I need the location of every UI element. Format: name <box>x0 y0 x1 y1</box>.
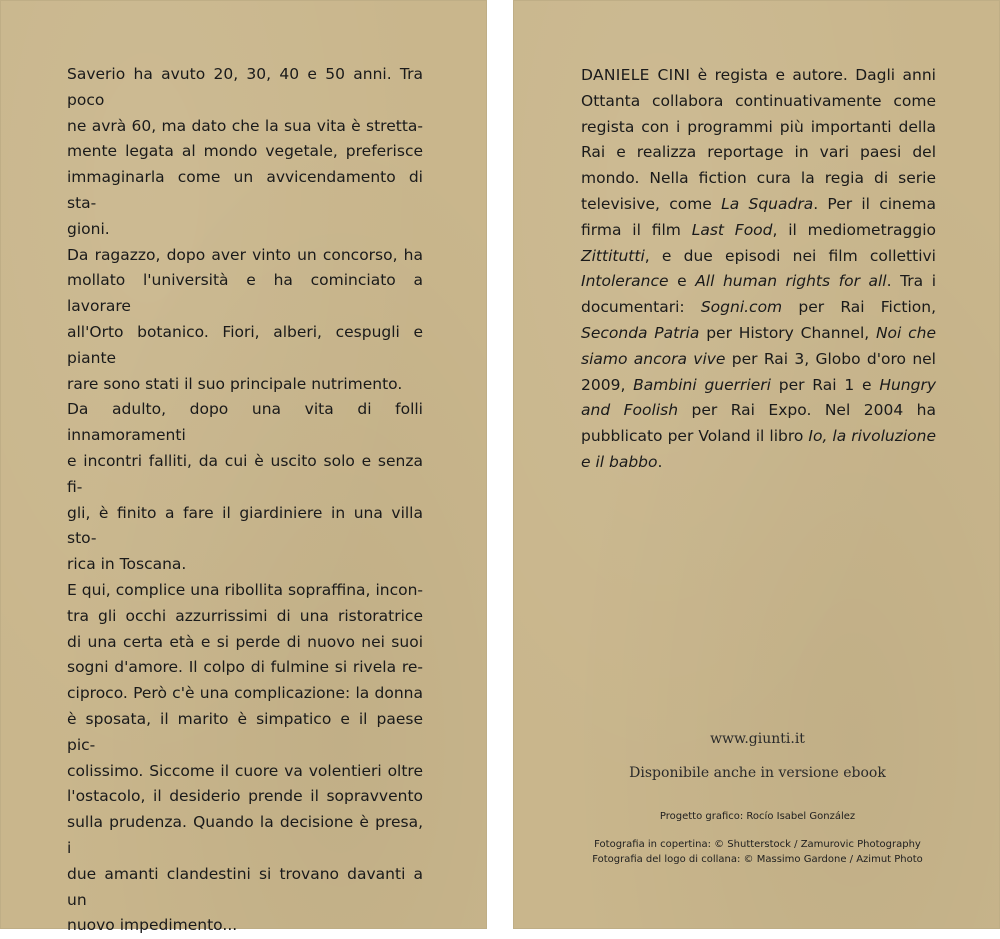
synopsis-line: Saverio ha avuto 20, 30, 40 e 50 anni. Tra poco <box>67 65 423 109</box>
bio-text: e <box>668 272 696 291</box>
ebook-note: Disponibile anche in versione ebook <box>629 765 886 781</box>
bio-text: , e due episodi nei film collettivi <box>644 246 936 265</box>
bio-title: Seconda Patria <box>581 323 700 342</box>
synopsis-line: colissimo. Siccome il cuore va volentieri oltre <box>67 761 423 780</box>
bio-text: è regista e autore. Dagli anni Ottanta collabora continuativamente come regista con i programmi più importanti della Rai e realizza reportage in vari paesi del mondo. Nella fiction cura la regia di serie televisive, come <box>581 66 936 213</box>
author-name: DANIELE CINI <box>581 66 691 84</box>
synopsis-line: gioni. <box>67 219 110 238</box>
bio-title: Io, la rivoluzione e il babbo <box>581 427 936 471</box>
bio-text: . Tra i documentari: <box>581 272 936 317</box>
bio-title: Zittitutti <box>581 246 645 265</box>
synopsis-line: ne avrà 60, ma dato che la sua vita è stretta- <box>67 116 423 135</box>
bio-title: Sogni.com <box>700 298 783 317</box>
synopsis-line: immaginarla come un avvicendamento di sta- <box>67 168 423 212</box>
design-credit: Progetto grafico: Rocío Isabel González <box>659 811 856 822</box>
logo-photo-credit: Fotografia del logo di collana: © Massimo Gardone / Azimut Photo <box>592 854 923 865</box>
bio-text: per Rai 3, Globo d'oro nel 2009, <box>581 349 936 394</box>
synopsis-line: l'ostacolo, il desiderio prende il sopravvento <box>67 787 423 806</box>
back-flap-panel <box>0 0 487 935</box>
synopsis-line: ciproco. Però c'è una complicazione: la donna <box>67 684 423 703</box>
synopsis-line: è sposata, il marito è simpatico e il paese pic- <box>67 709 423 754</box>
bio-title: Intolerance <box>581 272 669 291</box>
synopsis-line: mollato l'università e ha cominciato a lavorare <box>67 271 423 316</box>
bio-text: per Rai 1 e <box>770 375 880 394</box>
synopsis-line: mente legata al mondo vegetale, preferisce <box>67 142 423 161</box>
synopsis-line: due amanti clandestini si trovano davanti a un <box>67 864 423 909</box>
publisher-website: www.giunti.it <box>710 731 805 747</box>
bio-text: . Per il cinema firma il film <box>581 194 937 239</box>
synopsis-line: E qui, complice una ribollita sopraffina, incon- <box>67 580 423 599</box>
synopsis-text <box>67 62 423 939</box>
synopsis-line: Da adulto, dopo una vita di folli innamoramenti <box>67 400 423 445</box>
author-bio <box>581 63 936 476</box>
bio-title: Last Food <box>691 220 773 239</box>
front-flap-panel <box>513 0 1000 929</box>
bio-text: . <box>657 452 663 471</box>
synopsis-line: di una certa età e si perde di nuovo nei suoi <box>67 632 423 651</box>
synopsis-line: sogni d'amore. Il colpo di fulmine si rivela re- <box>67 658 423 677</box>
bio-text: per Rai Fiction, <box>782 298 937 317</box>
bio-text: per History Channel, <box>699 323 876 342</box>
synopsis-line: all'Orto botanico. Fiori, alberi, cespugli e piante <box>67 322 423 367</box>
bio-title: Noi che siamo ancora vive <box>581 323 936 368</box>
bio-text: , il mediometraggio <box>772 220 936 239</box>
bio-title: All human rights for all <box>695 272 887 291</box>
synopsis-line: gli, è finito a fare il giardiniere in una villa sto- <box>67 503 423 548</box>
bio-title: Bambini guerrieri <box>633 375 771 394</box>
bio-text: per Rai Expo. Nel 2004 ha pubblicato per Voland il libro <box>581 401 936 446</box>
bio-title: La Squadra <box>721 194 814 213</box>
synopsis-line: e incontri falliti, da cui è uscito solo e senza fi- <box>67 451 423 496</box>
synopsis-line: sulla prudenza. Quando la decisione è presa, i <box>67 813 423 857</box>
cover-photo-credit: Fotografia in copertina: © Shutterstock / Zamurovic Photography <box>594 839 921 850</box>
synopsis-line: rica in Toscana. <box>67 555 187 574</box>
synopsis-line: Da ragazzo, dopo aver vinto un concorso, ha <box>67 245 423 264</box>
bio-title: Hungry and Foolish <box>581 375 936 420</box>
synopsis-line: tra gli occhi azzurrissimi di una ristoratrice <box>67 606 423 625</box>
synopsis-line: nuovo impedimento... <box>67 916 238 935</box>
synopsis-line: rare sono stati il suo principale nutrimento. <box>67 374 403 393</box>
